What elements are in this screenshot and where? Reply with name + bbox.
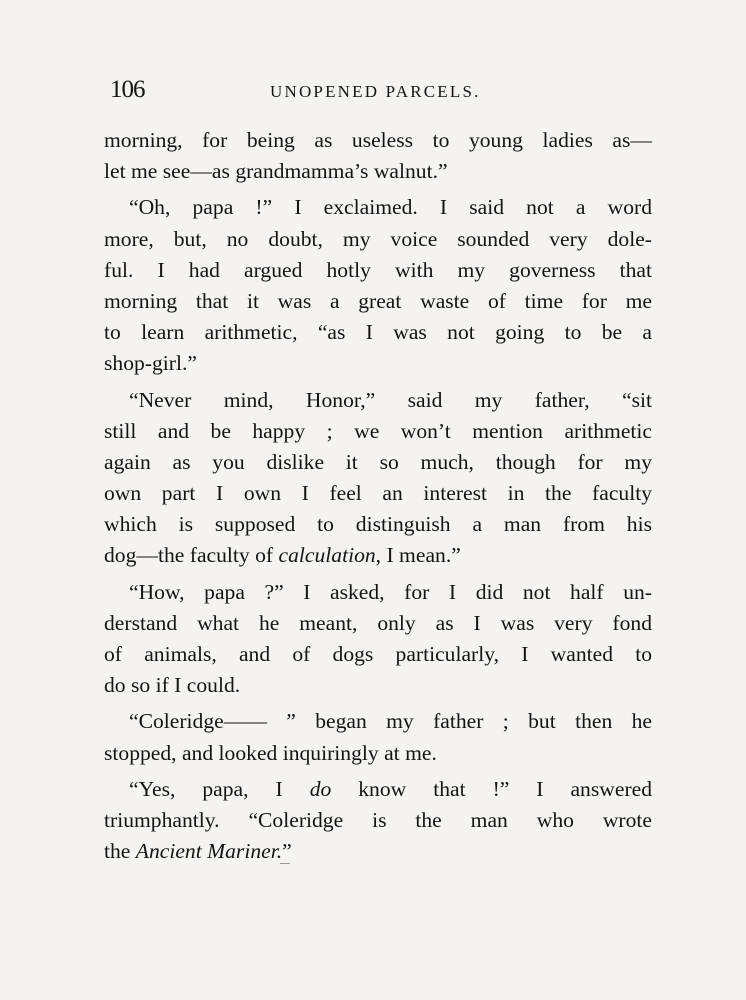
text-line-with-italic: “Yes, papa, I do know that !” I answered xyxy=(129,776,653,801)
paragraph-5 xyxy=(104,706,652,768)
text-line: ful. I had argued hotly with my governess that xyxy=(104,257,652,282)
paragraph-6 xyxy=(104,774,652,868)
text-line: “Never mind, Honor,” said my father, “sit xyxy=(129,387,652,412)
text-line: derstand what he meant, only as I was very fond xyxy=(104,610,652,635)
text-line: “Oh, papa !” I exclaimed. I said not a word xyxy=(129,195,652,220)
page-mark xyxy=(280,863,290,864)
italic-text: calculation xyxy=(278,543,376,568)
text-line: stopped, and looked inquiringly at me. xyxy=(104,740,437,765)
text-line: again as you dislike it so much, though for my xyxy=(104,449,652,474)
paragraph-1 xyxy=(104,125,652,187)
paragraph-4 xyxy=(104,577,652,702)
italic-text: Ancient Mariner. xyxy=(135,839,283,864)
text-line: do so if I could. xyxy=(104,673,241,698)
text-line: own part I own I feel an interest in the faculty xyxy=(104,481,652,506)
text-line: shop-girl.” xyxy=(104,351,197,376)
text-line: triumphantly. “Coleridge is the man who wrote xyxy=(104,807,652,832)
page-body xyxy=(104,125,652,872)
text-line: which is supposed to distinguish a man from his xyxy=(104,512,652,537)
text-line: “Coleridge—— ” began my father ; but then he xyxy=(129,709,652,734)
page-number: 106 xyxy=(110,76,145,103)
text-line: still and be happy ; we won’t mention arithmetic xyxy=(104,418,652,443)
italic-text: do xyxy=(309,776,332,801)
running-head: UNOPENED PARCELS. xyxy=(270,82,481,101)
text-line: morning that it was a great waste of time for me xyxy=(104,288,652,313)
text-line: to learn arithmetic, “as I was not going to be a xyxy=(104,320,652,345)
text-line: “How, papa ?” I asked, for I did not half un- xyxy=(129,579,652,604)
paragraph-3 xyxy=(104,385,652,572)
text-line: morning, for being as useless to young ladies as— xyxy=(104,128,652,152)
text-line: more, but, no doubt, my voice sounded very dole- xyxy=(104,226,652,251)
paragraph-2 xyxy=(104,192,652,379)
page-header xyxy=(110,76,650,110)
text-line: let me see—as grandmamma’s walnut.” xyxy=(104,159,448,184)
text-line-with-italic: dog—the faculty of calculation, I mean.” xyxy=(104,543,461,568)
text-line: of animals, and of dogs particularly, I wanted to xyxy=(104,642,652,666)
text-line-with-italic: the Ancient Mariner.” xyxy=(104,839,292,864)
